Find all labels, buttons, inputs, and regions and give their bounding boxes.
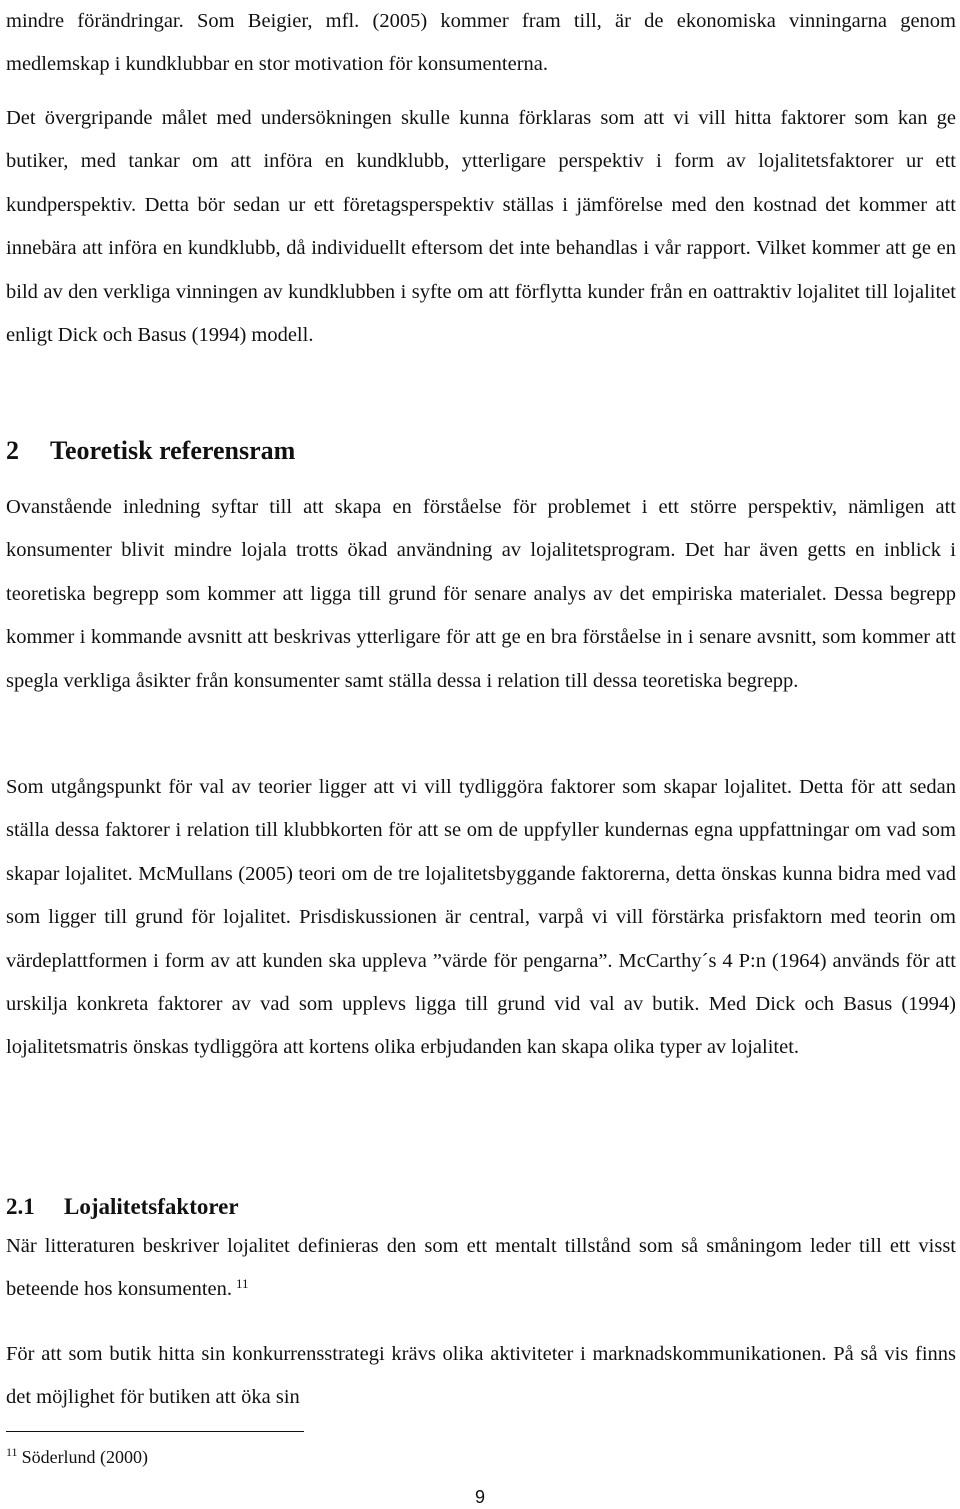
footnote-text: Söderlund (2000) xyxy=(21,1447,149,1467)
paragraph-overview: Ovanstående inledning syftar till att skapa en förståelse för problemet i ett större perspektiv, nämligen att konsumenter blivit mindre lojala trotts ökad användning av lojalitetsprogram. Det har även getts en inblick i teoretiska begrepp som kommer att ligga till grund för senare analys av det empiriska materialet. Dessa begrepp kommer i kommande avsnitt att beskrivas ytterligare för att ge en bra förståelse in i senare avsnitt, som kommer att spegla verkliga åsikter från konsumenter samt ställa dessa i relation till dessa teoretiska begrepp. xyxy=(6,496,956,692)
page-number: 9 xyxy=(474,1487,485,1507)
paragraph-text: När litteraturen beskriver lojalitet definieras den som ett mentalt tillstånd som så småningom leder till ett visst beteende hos konsumenten. xyxy=(6,1235,956,1301)
section-number: 2 xyxy=(6,436,19,465)
footnote-number: 11 xyxy=(6,1445,18,1459)
paragraph-loyalty-definition xyxy=(6,1225,956,1312)
footnote-reference[interactable]: 11 xyxy=(236,1275,249,1291)
subsection-number: 2.1 xyxy=(6,1194,35,1219)
subsection-title: Lojalitetsfaktorer xyxy=(64,1194,239,1219)
section-heading-2 xyxy=(6,436,295,466)
footnote xyxy=(6,1440,148,1469)
paragraph-intro-end: mindre förändringar. Som Beigier, mfl. (2005) kommer fram till, är de ekonomiska vinningarna genom medlemskap i kundklubbar en stor motivation för konsumenterna. xyxy=(6,10,956,76)
section-title: Teoretisk referensram xyxy=(50,436,296,465)
paragraph-purpose: Det övergripande målet med undersökningen skulle kunna förklaras som att vi vill hitta faktorer som kan ge butiker, med tankar om att införa en kundklubb, ytterligare perspektiv i form av lojalitetsfaktorer ur ett kundperspektiv. Detta bör sedan ur ett företagsperspektiv ställas i jämförelse med den kostnad det kommer att innebära att införa en kundklubb, då individuellt eftersom det inte behandlas i vår rapport. Vilket kommer att ge en bild av den verkliga vinningen av kundklubben i syfte om att förflytta kunder från en oattraktiv lojalitet till lojalitet enligt Dick och Basus (1994) modell. xyxy=(6,107,956,347)
section-heading-2-1 xyxy=(6,1192,239,1222)
footnote-separator xyxy=(6,1431,304,1432)
paragraph-theory-choice: Som utgångspunkt för val av teorier ligger att vi vill tydliggöra faktorer som skapar lojalitet. Detta för att sedan ställa dessa faktorer i relation till klubbkorten för att se om de uppfyller kundernas egna uppfattningar om vad som skapar lojalitet. McMullans (2005) teori om de tre lojalitetsbyggande faktorerna, detta önskas kunna bidra med vad som ligger till grund för lojalitet. Prisdiskussionen är central, varpå vi vill förstärka prisfaktorn med teorin om värdeplattformen i form av att kunden ska uppleva ”värde för pengarna”. McCarthy´s 4 P:n (1964) används för att urskilja konkreta faktorer av vad som upplevs ligga till grund vid val av butik. Med Dick och Basus (1994) lojalitetsmatris önskas tydliggöra att kortens olika erbjudanden kan skapa olika typer av lojalitet. xyxy=(6,776,956,1059)
paragraph-marketing: För att som butik hitta sin konkurrensstrategi krävs olika aktiviteter i marknadskommunikationen. På så vis finns det möjlighet för butiken att öka sin xyxy=(6,1343,956,1409)
